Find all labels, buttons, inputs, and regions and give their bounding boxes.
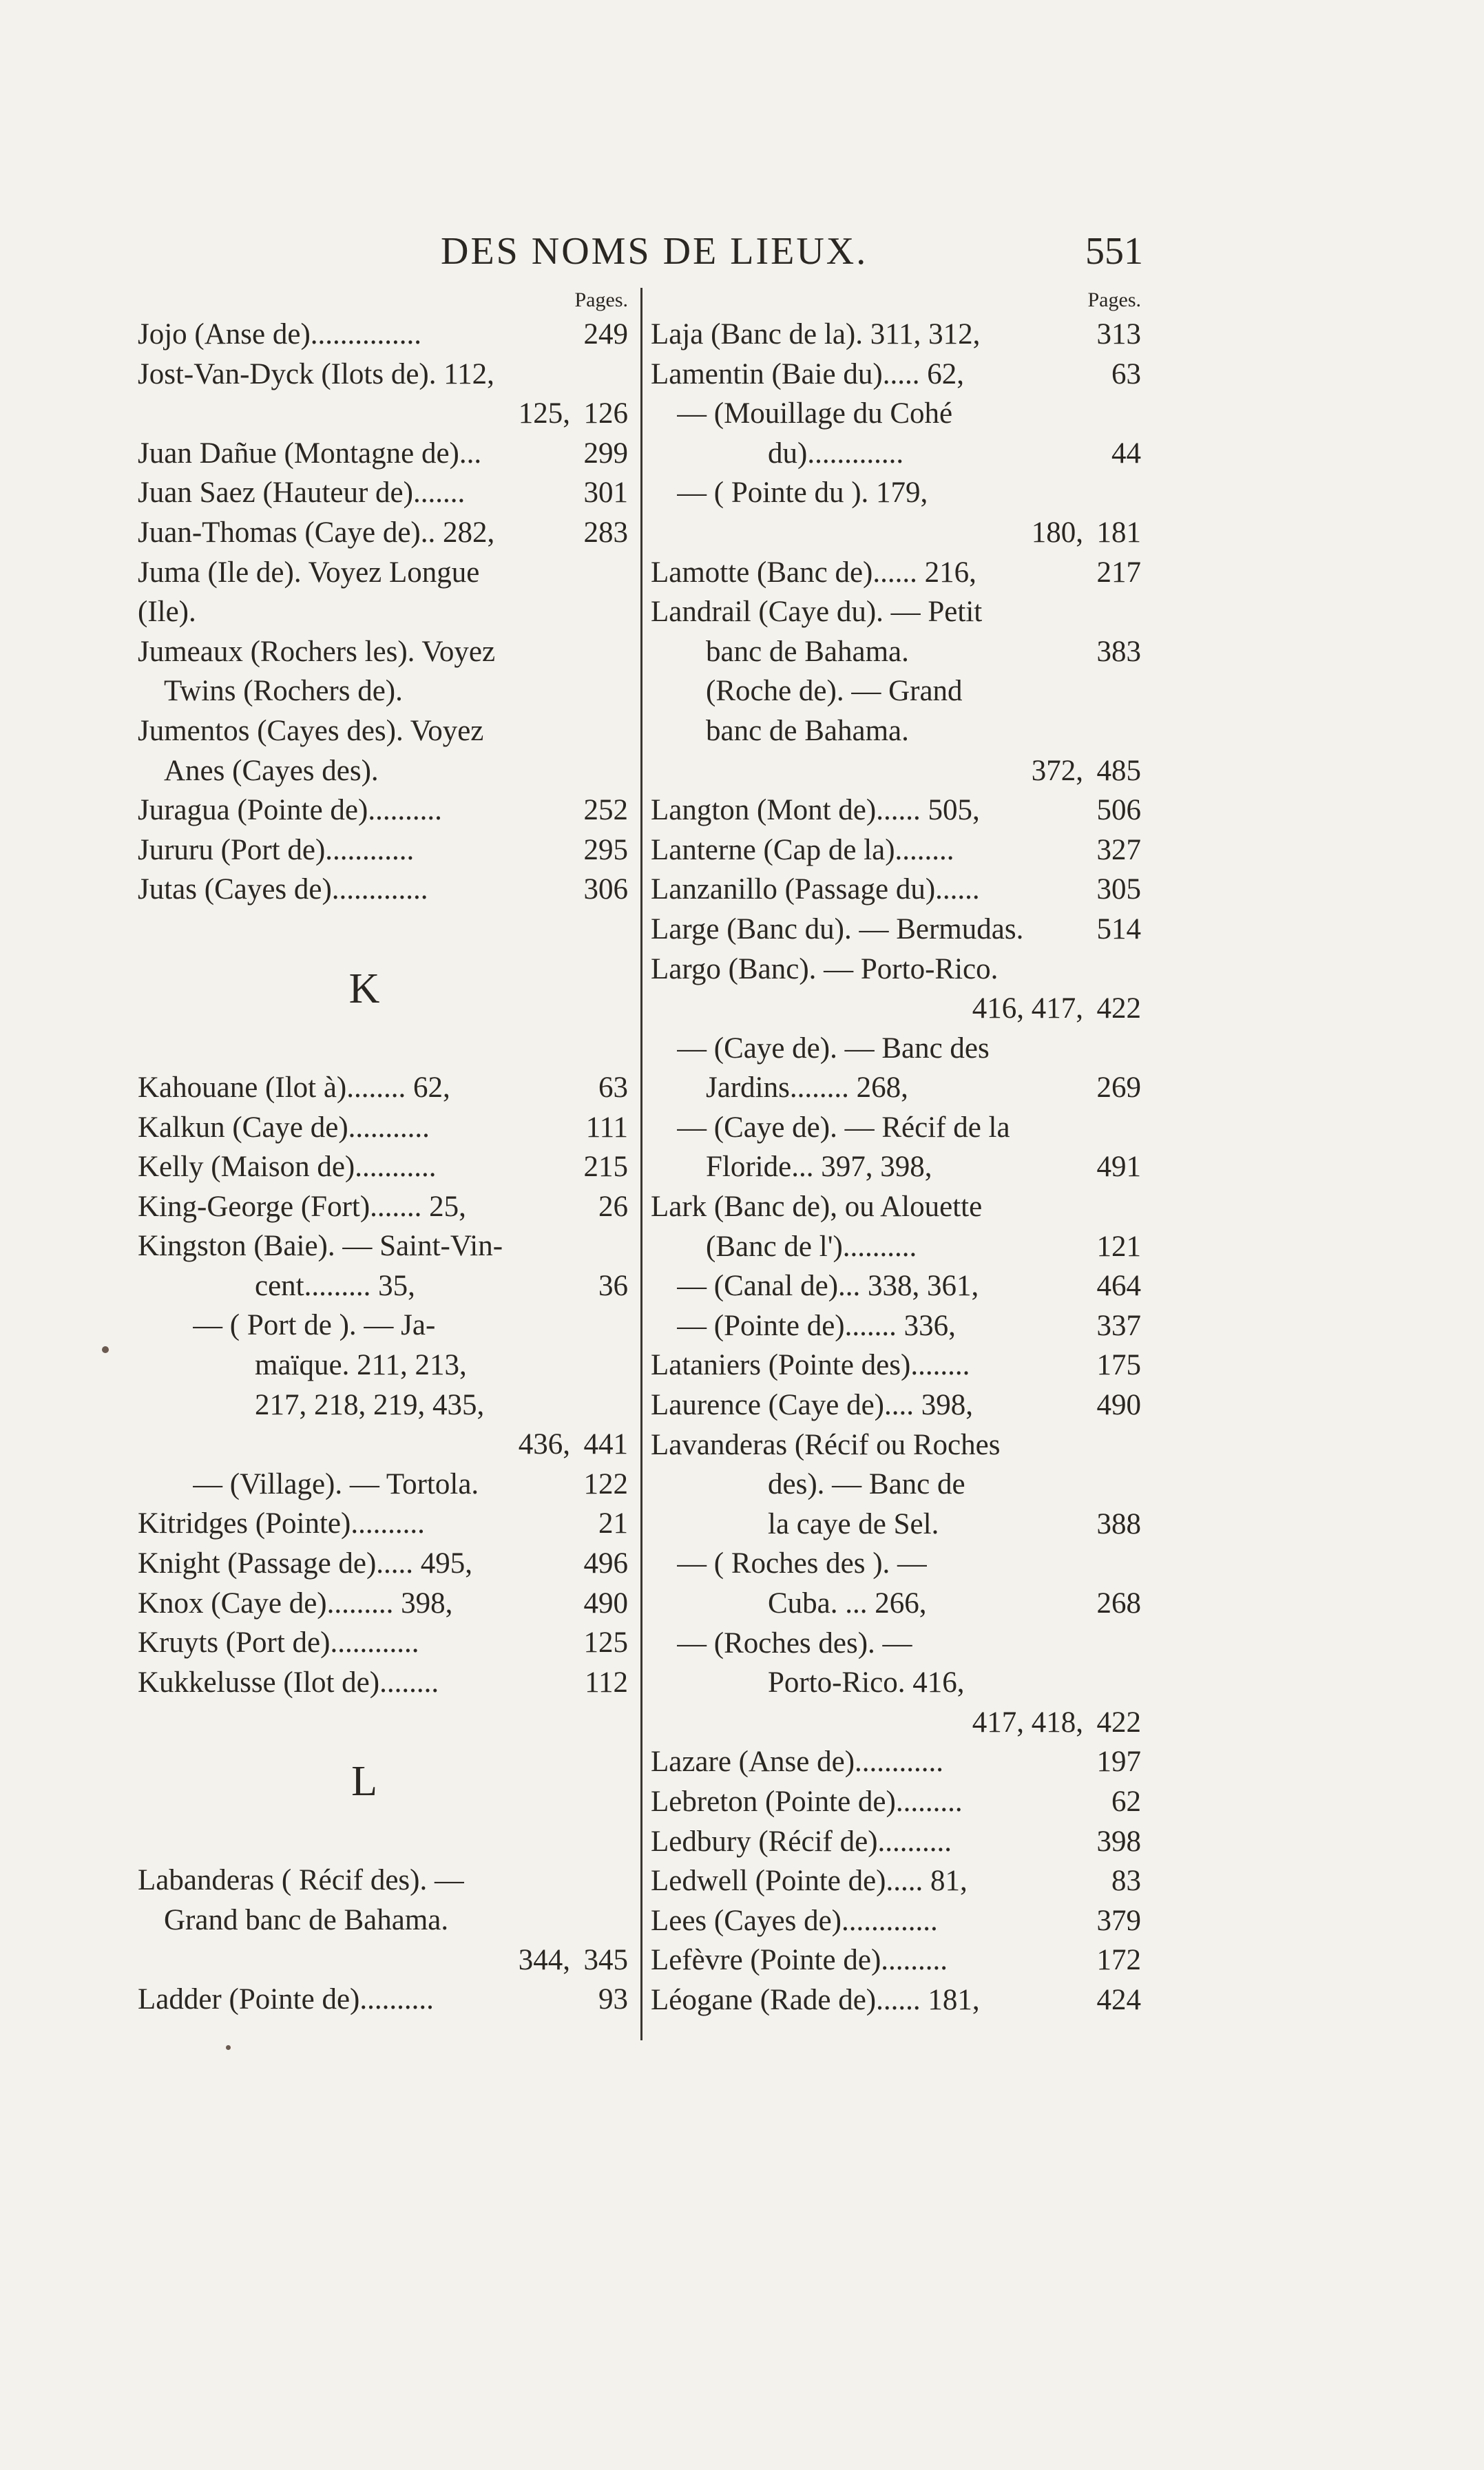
index-entry: [138, 1187, 632, 1227]
entry-page: 111: [585, 1111, 628, 1144]
index-entry: [651, 1346, 1145, 1385]
index-entry: [651, 830, 1145, 870]
index-entry: [138, 1504, 632, 1544]
entry-page: 181: [1096, 516, 1141, 549]
entry-inline-pages: 416, 417,: [972, 992, 1083, 1025]
entry-text: Langton (Mont de)...... 505,: [651, 794, 980, 827]
index-entry: [138, 791, 632, 830]
entry-text: cent......... 35,: [255, 1269, 415, 1302]
entry-text: Juan Dañue (Montagne de)...: [138, 437, 482, 470]
page-header: [441, 220, 1143, 282]
entry-page: 26: [598, 1190, 628, 1223]
index-entry: [138, 632, 632, 672]
entry-text: Lamentin (Baie du)..... 62,: [651, 357, 964, 390]
index-entry: [138, 1901, 632, 1940]
index-entry: [138, 1108, 632, 1148]
entry-text: Jojo (Anse de)...............: [138, 318, 422, 350]
index-entry: [138, 355, 632, 395]
left-entries: [138, 315, 632, 2020]
entry-text: du).............: [768, 437, 904, 470]
entry-page: 125: [583, 1626, 628, 1660]
entry-inline-pages: 417, 418,: [972, 1706, 1083, 1739]
entry-page: 21: [598, 1507, 628, 1540]
entry-page: 121: [1096, 1230, 1141, 1263]
entry-inline-pages: 180,: [1031, 516, 1083, 549]
entry-page: 424: [1096, 1983, 1141, 2016]
entry-text: — (Pointe de)....... 336,: [677, 1309, 956, 1342]
index-entry: [651, 950, 1145, 990]
entry-page: 485: [1096, 754, 1141, 787]
entry-page: 36: [598, 1269, 628, 1302]
entry-text: Kitridges (Pointe)..........: [138, 1507, 425, 1540]
entry-text: — ( Port de ). — Ja-: [193, 1309, 436, 1342]
entry-text: Kelly (Maison de)...........: [138, 1151, 437, 1184]
entry-inline-pages: 372,: [1031, 754, 1083, 787]
index-entry: [651, 1901, 1145, 1941]
column-divider: [640, 288, 642, 2040]
entry-text: Lavanderas (Récif ou Roches: [651, 1428, 1001, 1461]
entry-inline-pages: 125,: [518, 397, 570, 430]
entry-page: 383: [1096, 635, 1141, 668]
index-entry: [651, 513, 1145, 553]
entry-inline-pages: 344,: [518, 1943, 570, 1976]
entry-page: 379: [1096, 1904, 1141, 1937]
index-entry: [138, 553, 632, 593]
entry-text: Twins (Rochers de).: [164, 675, 403, 708]
entry-text: Knight (Passage de)..... 495,: [138, 1547, 473, 1580]
index-entry: [651, 1266, 1145, 1306]
entry-text: Lamotte (Banc de)...... 216,: [651, 556, 976, 589]
entry-page: 197: [1096, 1746, 1141, 1779]
entry-text: Kukkelusse (Ilot de)........: [138, 1666, 439, 1699]
entry-page: 301: [583, 477, 628, 510]
entry-text: — (Canal de)... 338, 361,: [677, 1270, 979, 1303]
index-entry: [138, 592, 632, 632]
entry-text: Lataniers (Pointe des)........: [651, 1349, 970, 1382]
index-entry: [651, 1742, 1145, 1782]
entry-page: 268: [1096, 1587, 1141, 1620]
index-entry: [651, 1108, 1145, 1148]
index-entry: [651, 1425, 1145, 1465]
index-column-right: [651, 286, 1145, 2020]
index-entry: [651, 553, 1145, 593]
entry-text: Kalkun (Caye de)...........: [138, 1111, 430, 1144]
entry-text: Jururu (Port de)............: [138, 833, 415, 866]
entry-page: 327: [1096, 833, 1141, 866]
index-entry: [651, 1306, 1145, 1346]
index-entry: [138, 1425, 632, 1465]
entry-page: 215: [583, 1151, 628, 1184]
entry-text: la caye de Sel.: [768, 1507, 939, 1540]
index-entry: [651, 592, 1145, 632]
index-entry: [138, 711, 632, 751]
entry-text: Kruyts (Port de)............: [138, 1626, 419, 1660]
index-entry: [651, 473, 1145, 513]
entry-text: Labanderas ( Récif des). —: [138, 1864, 464, 1897]
entry-page: 491: [1096, 1151, 1141, 1184]
entry-page: 514: [1096, 912, 1141, 945]
entry-text: — (Village). — Tortola.: [193, 1467, 479, 1500]
index-entry: [138, 1623, 632, 1663]
index-entry: [651, 989, 1145, 1029]
index-entry: [138, 1861, 632, 1901]
index-entry: [651, 870, 1145, 910]
index-entry: [138, 1306, 632, 1346]
entry-text: Kahouane (Ilot à)........ 62,: [138, 1071, 450, 1104]
entry-text: Laurence (Caye de).... 398,: [651, 1389, 974, 1422]
entry-page: 398: [1096, 1825, 1141, 1858]
index-entry: [651, 1822, 1145, 1862]
entry-page: 441: [583, 1428, 628, 1461]
entry-page: 464: [1096, 1270, 1141, 1303]
entry-page: 306: [583, 873, 628, 906]
entry-page: 93: [598, 1983, 628, 2016]
entry-text: Lanterne (Cap de la)........: [651, 833, 954, 866]
entry-text: (Ile).: [138, 596, 196, 629]
index-entry: [651, 751, 1145, 791]
index-entry: [138, 1465, 632, 1505]
index-entry: [138, 1226, 632, 1266]
index-entry: [651, 632, 1145, 672]
entry-page: 313: [1096, 318, 1141, 350]
index-entry: [651, 791, 1145, 830]
entry-page: 252: [583, 794, 628, 827]
entry-text: banc de Bahama.: [706, 635, 909, 668]
entry-text: Jardins........ 268,: [706, 1071, 908, 1105]
entry-text: Floride... 397, 398,: [706, 1151, 932, 1184]
entry-page: 422: [1096, 992, 1141, 1025]
entry-text: Cuba. ... 266,: [768, 1587, 927, 1620]
entry-text: — ( Roches des ). —: [677, 1547, 928, 1580]
entry-text: Juragua (Pointe de)..........: [138, 794, 442, 827]
index-entry: [651, 671, 1145, 711]
entry-text: Anes (Cayes des).: [164, 754, 379, 787]
entry-text: Juan-Thomas (Caye de).. 282,: [138, 516, 495, 549]
entry-text: Lanzanillo (Passage du)......: [651, 873, 980, 906]
entry-text: — ( Pointe du ). 179,: [677, 477, 928, 510]
entry-page: 126: [583, 397, 628, 430]
entry-text: Lefèvre (Pointe de).........: [651, 1944, 948, 1977]
entry-page: 175: [1096, 1349, 1141, 1382]
index-entry: [138, 751, 632, 791]
index-entry: [138, 1980, 632, 2020]
entry-page: 44: [1111, 437, 1141, 470]
section-letter: L: [351, 1758, 377, 1806]
entry-page: 490: [583, 1587, 628, 1620]
index-entry: [138, 1544, 632, 1584]
entry-page: 83: [1111, 1865, 1141, 1898]
entry-text: Ledbury (Récif de)..........: [651, 1825, 952, 1858]
entry-page: 62: [1111, 1785, 1141, 1818]
index-entry: [651, 910, 1145, 950]
index-entry: [651, 1782, 1145, 1822]
entry-page: 295: [583, 833, 628, 866]
entry-page: 172: [1096, 1944, 1141, 1977]
right-entries: [651, 315, 1145, 2020]
ink-speck: [226, 2045, 231, 2050]
section-letter: K: [348, 965, 380, 1012]
entry-text: des). — Banc de: [768, 1468, 965, 1501]
index-entry: [651, 394, 1145, 434]
entry-text: (Banc de l')..........: [706, 1230, 917, 1263]
entry-page: 299: [583, 437, 628, 470]
index-entry: [138, 315, 632, 355]
entry-text: Juan Saez (Hauteur de).......: [138, 477, 466, 510]
index-entry: [138, 1068, 632, 1108]
entry-text: (Roche de). — Grand: [706, 675, 963, 708]
index-column-left: [138, 286, 632, 2020]
index-entry: [138, 513, 632, 553]
index-entry: [651, 1029, 1145, 1069]
entry-page: 112: [585, 1666, 628, 1699]
entry-page: 506: [1096, 794, 1141, 827]
index-entry: [651, 1624, 1145, 1664]
entry-text: King-George (Fort)....... 25,: [138, 1190, 466, 1223]
index-entry: [651, 1068, 1145, 1108]
index-entry: [138, 671, 632, 711]
index-entry: [138, 1940, 632, 1980]
entry-text: Lazare (Anse de)............: [651, 1746, 944, 1779]
index-entry: [651, 1544, 1145, 1584]
entry-page: 63: [598, 1071, 628, 1104]
index-entry: [651, 1861, 1145, 1901]
entry-text: Jumentos (Cayes des). Voyez: [138, 714, 484, 747]
entry-page: 249: [583, 318, 628, 350]
entry-text: — (Mouillage du Cohé: [677, 397, 953, 430]
index-entry: [138, 830, 632, 870]
index-entry: [138, 1584, 632, 1624]
index-entry: [138, 473, 632, 513]
entry-text: Lark (Banc de), ou Alouette: [651, 1191, 983, 1224]
index-entry: [651, 711, 1145, 751]
index-entry: [651, 1980, 1145, 2020]
entry-text: — (Roches des). —: [677, 1626, 912, 1660]
entry-page: 337: [1096, 1309, 1141, 1342]
entry-page: 305: [1096, 873, 1141, 906]
page-number: 551: [1085, 230, 1143, 273]
index-entry: [651, 1465, 1145, 1505]
entry-page: 283: [583, 516, 628, 549]
entry-text: Porto-Rico. 416,: [768, 1666, 965, 1699]
index-entry: [138, 1147, 632, 1187]
entry-page: 122: [583, 1467, 628, 1500]
entry-page: 345: [583, 1943, 628, 1976]
entry-page: 496: [583, 1547, 628, 1580]
entry-page: 217: [1096, 556, 1141, 589]
entry-text: Léogane (Rade de)...... 181,: [651, 1983, 980, 2016]
index-entry: [138, 1266, 632, 1306]
entry-text: Ledwell (Pointe de)..... 81,: [651, 1865, 968, 1898]
index-entry: [651, 355, 1145, 395]
entry-page: 422: [1096, 1706, 1141, 1739]
index-entry: [651, 434, 1145, 474]
index-entry: [651, 1187, 1145, 1227]
index-entry: [138, 1663, 632, 1703]
index-entry: [651, 315, 1145, 355]
index-entry: [651, 1147, 1145, 1187]
entry-text: — (Caye de). — Récif de la: [677, 1111, 1010, 1144]
index-entry: [651, 1385, 1145, 1425]
entry-page: 388: [1096, 1507, 1141, 1540]
entry-text: Jumeaux (Rochers les). Voyez: [138, 635, 496, 668]
index-entry: [651, 1584, 1145, 1624]
index-entry: [651, 1227, 1145, 1267]
entry-text: Kingston (Baie). — Saint-Vin-: [138, 1230, 503, 1263]
index-entry: [138, 394, 632, 434]
entry-text: — (Caye de). — Banc des: [677, 1032, 990, 1065]
entry-text: Jost-Van-Dyck (Ilots de). 112,: [138, 357, 494, 390]
entry-text: Landrail (Caye du). — Petit: [651, 596, 983, 629]
entry-text: maïque. 211, 213,: [255, 1349, 467, 1382]
entry-text: banc de Bahama.: [706, 714, 909, 747]
entry-text: Largo (Banc). — Porto-Rico.: [651, 952, 999, 985]
entry-text: Jutas (Cayes de).............: [138, 873, 428, 906]
entry-text: Lebreton (Pointe de).........: [651, 1785, 963, 1818]
index-entry: [651, 1505, 1145, 1545]
entry-text: Ladder (Pointe de)..........: [138, 1983, 434, 2016]
index-entry: [138, 1346, 632, 1385]
entry-text: Grand banc de Bahama.: [164, 1904, 449, 1936]
pages-label: Pages.: [1087, 289, 1141, 311]
entry-text: Knox (Caye de)......... 398,: [138, 1587, 453, 1620]
index-entry: [651, 1703, 1145, 1743]
entry-page: 63: [1111, 357, 1141, 390]
entry-page: 269: [1096, 1071, 1141, 1105]
entry-text: Juma (Ile de). Voyez Longue: [138, 556, 480, 589]
entry-text: Large (Banc du). — Bermudas.: [651, 912, 1024, 945]
entry-text: 217, 218, 219, 435,: [255, 1388, 485, 1421]
index-entry: [651, 1663, 1145, 1703]
entry-text: Lees (Cayes de).............: [651, 1904, 938, 1937]
pages-label: Pages.: [574, 289, 628, 311]
entry-inline-pages: 436,: [518, 1428, 570, 1461]
index-entry: [138, 870, 632, 910]
entry-page: 490: [1096, 1389, 1141, 1422]
index-entry: [651, 1940, 1145, 1980]
index-entry: [138, 1385, 632, 1425]
index-entry: [138, 434, 632, 474]
ink-speck: [102, 1346, 109, 1353]
running-title: DES NOMS DE LIEUX.: [441, 230, 868, 273]
entry-text: Laja (Banc de la). 311, 312,: [651, 318, 981, 350]
